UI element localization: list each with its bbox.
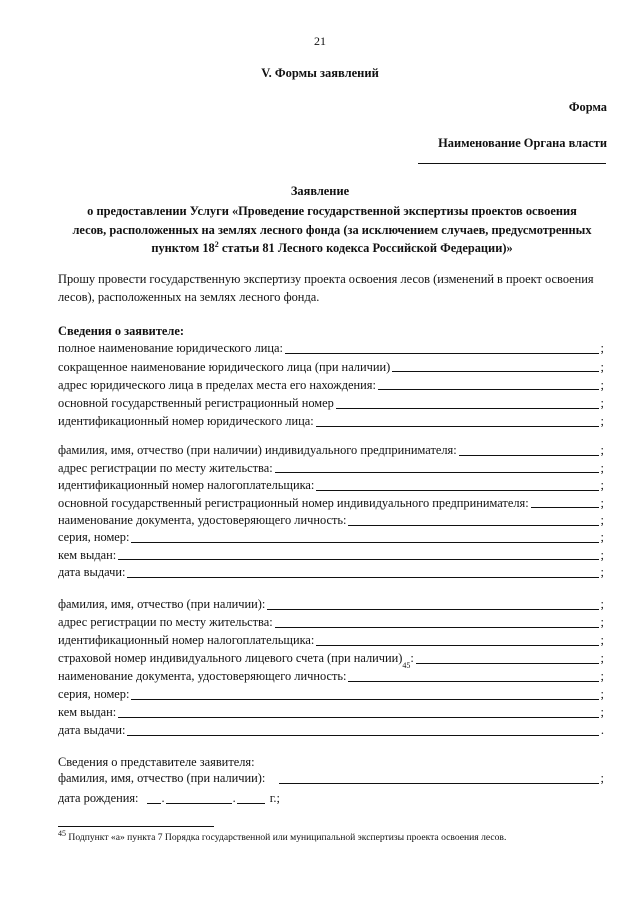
entrepreneur-row	[58, 478, 604, 493]
birth-year-field[interactable]	[237, 793, 265, 804]
organ-name-field[interactable]	[418, 163, 606, 164]
representative-birth-row: дата рождения: . . г.;	[58, 791, 280, 805]
document-title: Заявление	[290, 184, 350, 198]
representative-name-row: фамилия, имя, отчество (при наличии): ;	[58, 771, 604, 786]
field-label: дата выдачи:	[58, 723, 126, 738]
individual-row	[58, 615, 604, 630]
footnote-divider	[58, 826, 214, 827]
field-terminator: .	[600, 723, 604, 738]
individual-field[interactable]	[127, 725, 598, 736]
entrepreneur-field[interactable]	[459, 445, 599, 456]
heading-line-2: лесов, расположенных на землях лесного фонда (за исключением случаев, предусмотренных	[72, 222, 592, 237]
applicant-section-title: Сведения о заявителе:	[58, 324, 184, 338]
field-label: кем выдан:	[58, 547, 117, 562]
field-label: адрес регистрации по месту жительства:	[58, 615, 273, 630]
individual-field[interactable]	[348, 671, 598, 682]
individual-row	[58, 669, 604, 684]
individual-row: страховой номер индивидуального лицевого счета (при наличии) 45 : ;	[58, 651, 604, 670]
field-terminator: ;	[600, 669, 604, 684]
field-label: идентификационный номер налогоплательщика:	[58, 633, 315, 648]
page-number: 21	[314, 34, 326, 48]
legal-entity-field[interactable]	[378, 379, 599, 390]
entrepreneur-row	[58, 565, 604, 580]
field-terminator: ;	[600, 530, 604, 545]
field-terminator: ;	[600, 615, 604, 630]
individual-row	[58, 723, 604, 738]
field-label: полное наименование юридического лица:	[58, 341, 283, 356]
representative-name-field[interactable]	[279, 773, 598, 784]
individual-field[interactable]	[267, 599, 598, 610]
entrepreneur-field[interactable]	[275, 462, 599, 473]
field-terminator: ;	[600, 377, 604, 392]
field-terminator: ;	[600, 478, 604, 493]
request-paragraph: Прошу провести государственную экспертизу проекта освоения лесов (изменений в проект освоения лесов), расположенных на землях лесного фонда.	[58, 272, 594, 304]
field-terminator: ;	[600, 359, 604, 374]
entrepreneur-field[interactable]	[531, 497, 599, 508]
individual-field[interactable]	[316, 635, 598, 646]
field-terminator: ;	[600, 395, 604, 410]
section-title: V. Формы заявлений	[261, 66, 379, 80]
legal-entity-row	[58, 396, 604, 411]
field-label: основной государственный регистрационный номер	[58, 395, 334, 410]
individual-row	[58, 687, 604, 702]
entrepreneur-field[interactable]	[316, 480, 598, 491]
heading-line-3: пунктом $18^2$ статьи 81 Лесного кодекса Российской Федерации)»	[151, 239, 513, 255]
field-label-suffix: :	[410, 651, 414, 666]
field-label: страховой номер индивидуального лицевого счета (при наличии)	[58, 651, 403, 666]
legal-entity-row	[58, 414, 604, 429]
field-terminator: ;	[600, 443, 604, 458]
legal-entity-row	[58, 359, 604, 374]
field-label: серия, номер:	[58, 530, 130, 545]
field-label: наименование документа, удостоверяющего личность:	[58, 669, 347, 684]
field-label: фамилия, имя, отчество (при наличии):	[58, 771, 266, 786]
birth-month-field[interactable]	[166, 793, 232, 804]
legal-entity-row	[58, 377, 604, 392]
individual-field[interactable]	[131, 689, 598, 700]
field-terminator: ;	[600, 414, 604, 429]
entrepreneur-row	[58, 443, 604, 458]
field-label: наименование документа, удостоверяющего личность:	[58, 512, 347, 527]
entrepreneur-row	[58, 513, 604, 528]
form-label: Форма	[568, 100, 607, 114]
entrepreneur-field[interactable]	[131, 532, 598, 543]
field-label: фамилия, имя, отчество (при наличии):	[58, 597, 266, 612]
field-label: серия, номер:	[58, 687, 130, 702]
organ-label: Наименование Органа власти	[438, 136, 607, 150]
individual-field[interactable]	[416, 653, 599, 664]
entrepreneur-field[interactable]	[348, 515, 598, 526]
document-heading	[58, 202, 606, 258]
field-label: дата выдачи:	[58, 565, 126, 580]
field-terminator: ;	[600, 512, 604, 527]
field-terminator: ;	[600, 651, 604, 666]
heading-line-1: о предоставлении Услуги «Проведение государственной экспертизы проектов освоения	[87, 204, 577, 218]
field-terminator: ;	[600, 705, 604, 720]
field-label: адрес юридического лица в пределах места его нахождения:	[58, 377, 376, 392]
legal-entity-row	[58, 341, 604, 356]
field-terminator: ;	[600, 547, 604, 562]
footnote: $^{45}$ Подпункт «а» пункта 7 Порядка государственной или муниципальной экспертизы проекта освоения лесов.	[58, 828, 507, 843]
field-terminator: ;	[600, 565, 604, 580]
field-label: сокращенное наименование юридического лица (при наличии)	[58, 359, 391, 374]
entrepreneur-row	[58, 547, 604, 562]
legal-entity-field[interactable]	[316, 416, 599, 427]
field-label: адрес регистрации по месту жительства:	[58, 460, 273, 475]
individual-field[interactable]	[275, 617, 599, 628]
entrepreneur-row	[58, 460, 604, 475]
field-terminator: ;	[600, 687, 604, 702]
individual-row	[58, 633, 604, 648]
field-label: идентификационный номер юридического лица:	[58, 414, 314, 429]
field-terminator: ;	[600, 460, 604, 475]
field-label: дата рождения:	[58, 791, 139, 805]
field-label: идентификационный номер налогоплательщика:	[58, 478, 315, 493]
field-terminator: ;	[600, 633, 604, 648]
field-terminator: ;	[600, 597, 604, 612]
field-label: кем выдан:	[58, 705, 117, 720]
legal-entity-field[interactable]	[285, 343, 599, 354]
birth-day-field[interactable]	[147, 793, 161, 804]
field-label: основной государственный регистрационный номер индивидуального предпринимателя:	[58, 495, 529, 510]
entrepreneur-row	[58, 530, 604, 545]
entrepreneur-field[interactable]	[127, 567, 598, 578]
entrepreneur-row	[58, 495, 604, 510]
legal-entity-field[interactable]	[392, 361, 598, 372]
individual-row	[58, 597, 604, 612]
representative-section-title: Сведения о представителе заявителя:	[58, 755, 255, 769]
legal-entity-field[interactable]	[336, 398, 599, 409]
entrepreneur-field[interactable]	[118, 549, 598, 560]
individual-row	[58, 705, 604, 720]
field-terminator: ;	[600, 341, 604, 356]
field-label: фамилия, имя, отчество (при наличии) индивидуального предпринимателя:	[58, 443, 457, 458]
field-terminator: ;	[600, 495, 604, 510]
individual-field[interactable]	[118, 707, 598, 718]
